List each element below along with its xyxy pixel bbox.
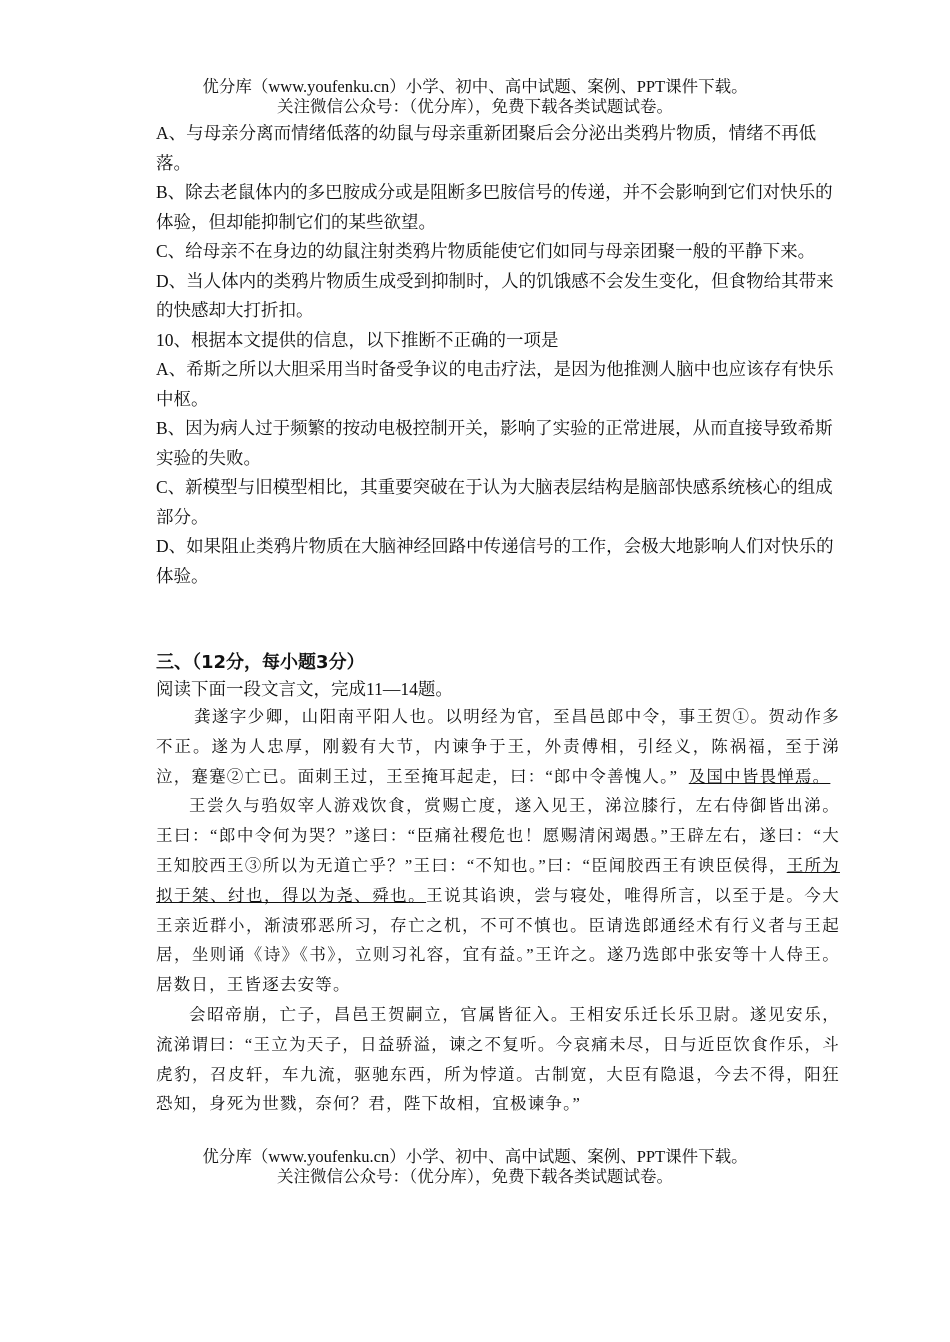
passage-p2-underlined: 王所为拟于桀、纣也，得以为尧、舜也。 xyxy=(156,855,840,905)
q9-option-b: B、除去老鼠体内的多巴胺成分或是阻断多巴胺信号的传递，并不会影响到它们对快乐的体验，但却能抑制它们的某些欲望。 xyxy=(156,182,833,232)
q9-option-d: D、当人体内的类鸦片物质生成受到抑制时，人的饥饿感不会发生变化，但食物给其带来的快感却大打折扣。 xyxy=(156,270,834,320)
passage-paragraph-3: 会昭帝崩，亡子，昌邑王贺嗣立，官属皆征入。王相安乐迁长乐卫尉。遂见安乐，流涕谓曰：“王立为天子，日益骄溢，谏之不复听。今哀痛未尽，日与近臣饮食作乐，斗虎豹，召皮轩，车九流，驱驰东西，所为悖道。古制宽，大臣有隐退，今去不得，阳狂恐知，身死为世戮，奈何？君，陛下故相，宜极谏争。” xyxy=(156,1004,840,1114)
q10-option-c: C、新模型与旧模型相比，其重要突破在于认为大脑表层结构是脑部快感系统核心的组成部分。 xyxy=(156,477,833,527)
passage-p2-text-b: 王说其谄谀，尝与寝处，唯得所言，以至于是。今大王亲近群小，渐渍邪恶所习，存亡之机，不可不慎也。臣请选郎通经术有行义者与王起居，坐则诵《诗》《书》，立则习礼容，宜有益。”王许之。遂乃选郎中张安等十人侍王。居数日，王皆逐去安等。 xyxy=(156,885,840,995)
passage-paragraph-2 xyxy=(156,791,840,1000)
header-line-2: 关注微信公众号：（优分库），免费下载各类试题试卷。 xyxy=(277,97,673,116)
passage-p1-text: 龚遂字少卿，山阳南平阳人也。以明经为官，至昌邑郎中令，事王贺①。贺动作多不正。遂为人忠厚，刚毅有大节，内谏争于王，外责傅相，引经义，陈祸福，至于涕泣，蹇蹇②亡已。面刺王过，王至掩耳起走，曰：“郎中令善愧人。” xyxy=(156,707,840,786)
q9-option-a: A、与母亲分离而情绪低落的幼鼠与母亲重新团聚后会分泌出类鸦片物质，情绪不再低落。 xyxy=(156,123,817,173)
passage-paragraph-1 xyxy=(156,702,840,791)
q10-option-d: D、如果阻止类鸦片物质在大脑神经回路中传递信号的工作，会极大地影响人们对快乐的体验。 xyxy=(156,536,834,586)
q10-stem: 10、根据本文提供的信息，以下推断不正确的一项是 xyxy=(156,329,559,350)
footer-line-1: 优分库（www.youfenku.cn）小学、初中、高中试题、案例、PPT课件下载。 xyxy=(202,1147,748,1166)
classical-passage xyxy=(156,702,840,1119)
passage-p1-underlined: 及国中皆畏惮焉。 xyxy=(688,766,831,786)
page-header xyxy=(0,77,950,117)
q10-option-b: B、因为病人过于频繁的按动电极控制开关，影响了实验的正常进展，从而直接导致希斯实验的失败。 xyxy=(156,418,833,468)
section-3-intro: 阅读下面一段文言文，完成11—14题。 xyxy=(156,679,453,699)
question-9-options xyxy=(156,119,840,591)
q9-option-c: C、给母亲不在身边的幼鼠注射类鸦片物质能使它们如同与母亲团聚一般的平静下来。 xyxy=(156,241,816,261)
header-line-1: 优分库（www.youfenku.cn）小学、初中、高中试题、案例、PPT课件下载。 xyxy=(202,77,748,96)
q10-option-a: A、希斯之所以大胆采用当时备受争议的电击疗法，是因为他推测人脑中也应该存有快乐中枢。 xyxy=(156,359,834,409)
passage-p2-text-a: 王尝久与驺奴宰人游戏饮食，赏赐亡度，遂入见王，涕泣膝行，左右侍御皆出涕。王曰：“郎中令何为哭？”遂曰：“臣痛社稷危也！愿赐清闲竭愚。”王辟左右，遂曰：“大王知胶西王③所以为无道亡乎？”王曰：“不知也。”曰：“臣闻胶西王有谀臣侯得， xyxy=(156,796,840,875)
footer-line-2: 关注微信公众号：（优分库），免费下载各类试题试卷。 xyxy=(277,1167,673,1186)
page-footer xyxy=(0,1147,950,1187)
section-3-title: 三、（12分，每小题3分） xyxy=(156,652,365,673)
